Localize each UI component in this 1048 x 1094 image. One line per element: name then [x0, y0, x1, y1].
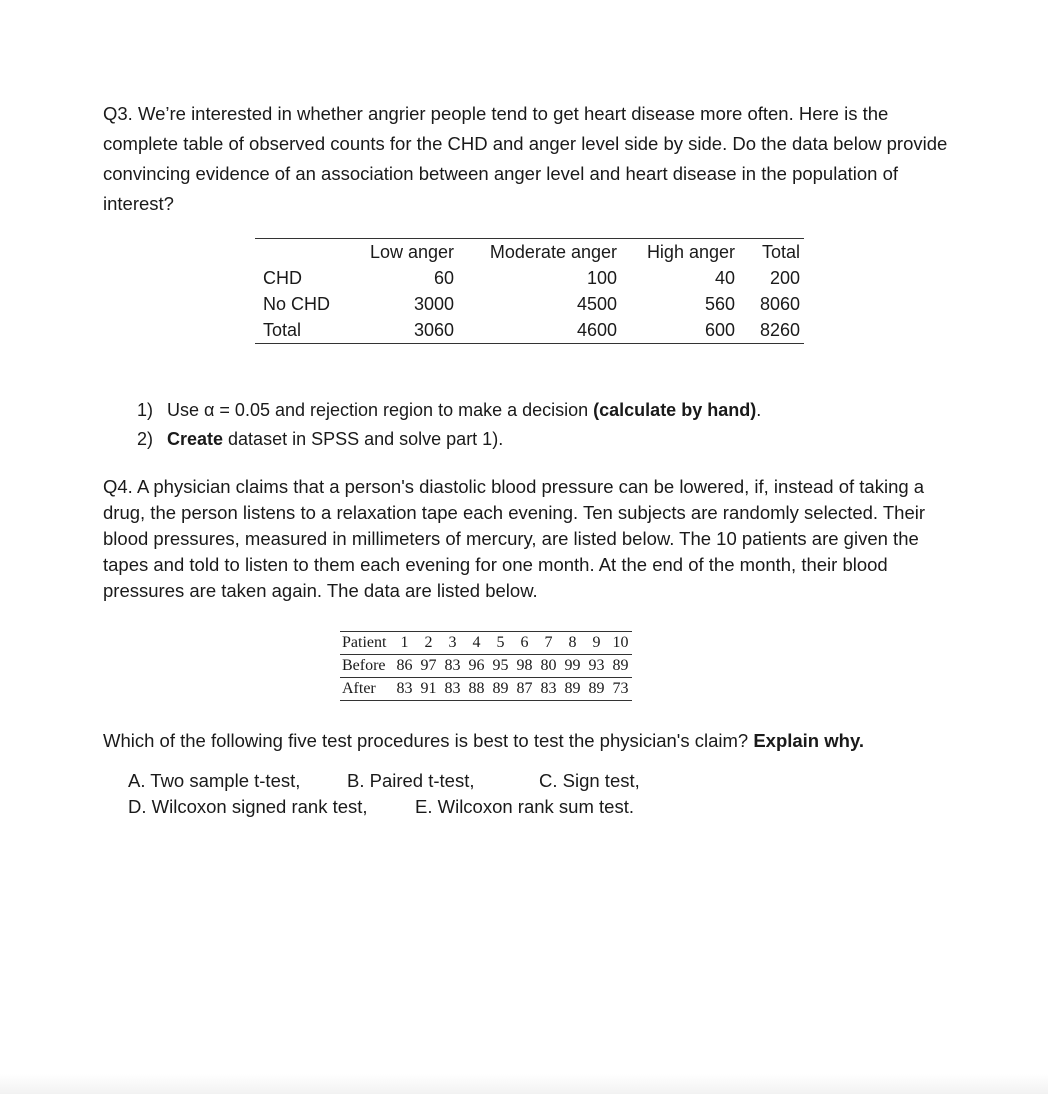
- table-header-cell: [255, 239, 358, 266]
- option-a: A. Two sample t-test,: [128, 770, 301, 791]
- row-label: Before: [342, 657, 386, 674]
- row-label: After: [342, 680, 376, 697]
- table-cell: 89: [564, 680, 581, 697]
- task-text-end: .: [756, 400, 762, 420]
- q4-question-text: Q4. A physician claims that a person's diastolic blood pressure can be lowered, if, instead of taking a drug, the person listens to a relaxation tape each evening. Ten subjects are randomly selected. Their blood pressures, measured in millimeters of mercury, are listed below. The 10 patients are given the tapes and told to listen to them each evening for one month. At the end of the month, their blood pressures are taken again. The data are listed below.: [103, 476, 926, 601]
- table-cell: 98: [516, 657, 533, 674]
- table-row: [340, 655, 632, 678]
- list-item-number: 1): [137, 400, 154, 420]
- table-cell: 3000: [413, 294, 454, 314]
- row-label: Total: [263, 320, 302, 340]
- table-row: [255, 317, 804, 344]
- table-cell: 89: [492, 680, 509, 697]
- table-cell: 99: [564, 657, 581, 674]
- table-cell: 6: [520, 634, 529, 651]
- q3-question-text: Q3. We’re interested in whether angrier people tend to get heart disease more often. Here is the complete table of observed counts for the CHD and anger level side by side. Do the data below provide convincing evidence of an association between anger level and heart disease in the population of interest?: [103, 103, 948, 214]
- table-cell: 560: [704, 294, 735, 314]
- row-label: No CHD: [263, 294, 331, 314]
- table-cell: 4600: [576, 320, 617, 340]
- table-cell: 4: [472, 634, 481, 651]
- table-cell: 97: [420, 657, 437, 674]
- table-cell: 200: [769, 268, 800, 288]
- table-cell: 83: [444, 657, 461, 674]
- table-cell: 8260: [759, 320, 800, 340]
- table-cell: 100: [586, 268, 617, 288]
- table-header-moderate-anger: Moderate anger: [489, 242, 617, 262]
- table-cell: 60: [433, 268, 454, 288]
- table-cell: 3060: [413, 320, 454, 340]
- table-cell: 5: [496, 634, 505, 651]
- table-cell: 95: [492, 657, 509, 674]
- task-text-end: dataset in SPSS and solve part 1).: [223, 429, 504, 449]
- list-item: [137, 396, 761, 425]
- page-bottom-edge: [0, 1074, 1048, 1094]
- task-bold-text: Create: [167, 429, 224, 449]
- table-cell: 1: [400, 634, 409, 651]
- option-b: B. Paired t-test,: [347, 770, 475, 791]
- table-cell: 87: [516, 680, 533, 697]
- table-cell: 80: [540, 657, 557, 674]
- answer-options: [128, 768, 640, 820]
- table-row: [340, 678, 632, 701]
- option-e: E. Wilcoxon rank sum test.: [415, 796, 634, 817]
- table-cell: 73: [612, 680, 629, 697]
- table-cell: 7: [544, 634, 553, 651]
- table-cell: 86: [396, 657, 413, 674]
- table-row: [255, 265, 804, 291]
- table-cell: 600: [704, 320, 735, 340]
- table-cell: 83: [396, 680, 413, 697]
- table-cell: 3: [448, 634, 457, 651]
- list-item: [137, 425, 761, 454]
- table-row: [340, 632, 632, 655]
- task-text: Use α = 0.05 and rejection region to make a decision: [167, 400, 594, 420]
- table-cell: 96: [468, 657, 485, 674]
- table-cell: 8: [568, 634, 577, 651]
- table-cell: 40: [714, 268, 735, 288]
- question-text: Which of the following five test procedures is best to test the physician's claim?: [103, 730, 754, 751]
- question-bold-text: Explain why.: [753, 730, 864, 751]
- options-row: [128, 768, 640, 794]
- table-cell: 89: [588, 680, 605, 697]
- table-cell: 83: [444, 680, 461, 697]
- table-cell: 83: [540, 680, 557, 697]
- table-cell: 93: [588, 657, 605, 674]
- table-cell: 88: [468, 680, 485, 697]
- table-header-row: [255, 239, 804, 266]
- table-row: [255, 291, 804, 317]
- row-label: Patient: [342, 634, 387, 651]
- table-cell: 4500: [576, 294, 617, 314]
- table-cell: 10: [612, 634, 629, 651]
- table-header-low-anger: Low anger: [369, 242, 454, 262]
- table-cell: 8060: [759, 294, 800, 314]
- row-label: CHD: [263, 268, 302, 288]
- anger-chd-table: [255, 238, 804, 344]
- table-header-total: Total: [761, 242, 800, 262]
- task-bold-text: (calculate by hand): [593, 400, 757, 420]
- table-cell: 89: [612, 657, 629, 674]
- q4-test-question: [103, 728, 953, 754]
- table-cell: 9: [592, 634, 601, 651]
- table-header-high-anger: High anger: [646, 242, 735, 262]
- options-row: [128, 794, 640, 820]
- table-cell: 2: [424, 634, 433, 651]
- q3-task-list: [137, 396, 761, 454]
- list-item-number: 2): [137, 429, 154, 449]
- option-d: D. Wilcoxon signed rank test,: [128, 796, 368, 817]
- table-cell: 91: [420, 680, 437, 697]
- option-c: C. Sign test,: [539, 770, 640, 791]
- blood-pressure-table: [340, 631, 632, 701]
